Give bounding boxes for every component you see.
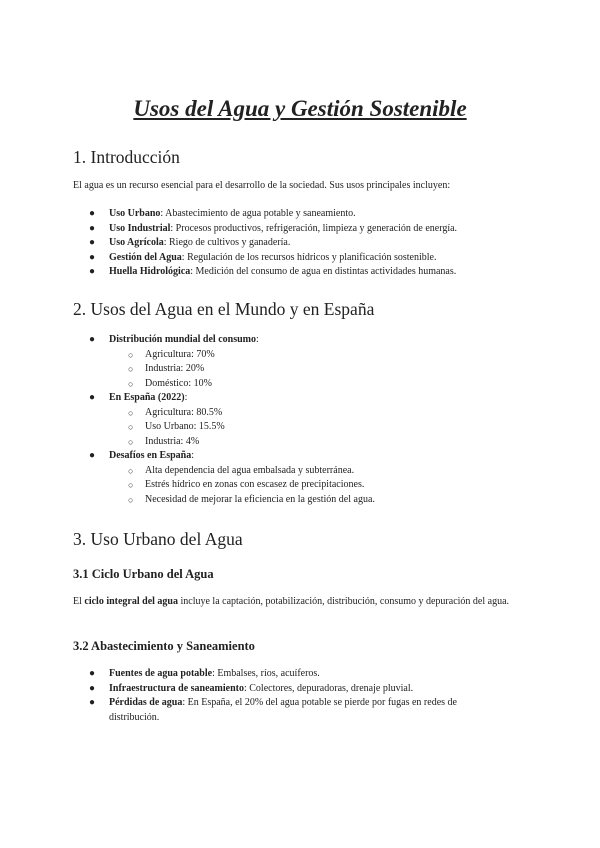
circle-bullet-icon: ○: [128, 407, 134, 418]
bullet-icon: ●: [89, 392, 96, 403]
usos-list: [73, 333, 533, 507]
bullet-icon: ●: [89, 682, 96, 694]
sub-list-item: ○ Uso Urbano: 15.5%: [73, 420, 533, 435]
section-heading-introduccion: 1. Introducción: [73, 147, 180, 167]
sub-list-item: ○ Alta dependencia del agua embalsada y subterránea.: [73, 464, 533, 479]
subsection-heading-ciclo-urbano: 3.1 Ciclo Urbano del Agua: [73, 567, 214, 581]
list-item: ● Infraestructura de saneamiento: Colectores, depuradoras, drenaje pluvial.: [73, 682, 533, 697]
list-item: ● Uso Industrial: Procesos productivos, refrigeración, limpieza y generación de energía.: [73, 222, 533, 237]
bullet-icon: ●: [89, 237, 96, 248]
sub-list-item: ○ Industria: 4%: [73, 435, 533, 450]
bullet-icon: ●: [89, 222, 96, 234]
sub-list-item: ○ Agricultura: 70%: [73, 348, 533, 363]
abastecimiento-list: [73, 667, 533, 725]
bullet-icon: ●: [89, 668, 96, 679]
sub-list-item: ○ Doméstico: 10%: [73, 377, 533, 392]
circle-bullet-icon: ○: [128, 436, 134, 447]
list-item: ● Distribución mundial del consumo:: [73, 333, 533, 348]
circle-bullet-icon: ○: [128, 480, 134, 490]
sub-list-item: ○ Agricultura: 80.5%: [73, 406, 533, 421]
bullet-icon: ●: [89, 208, 96, 219]
bullet-icon: ●: [89, 450, 96, 461]
list-item: ● En España (2022):: [73, 391, 533, 406]
subsection-heading-abastecimiento: 3.2 Abastecimiento y Saneamiento: [73, 639, 255, 653]
bullet-icon: ●: [89, 266, 96, 277]
list-item: ● Uso Urbano: Abastecimiento de agua potable y saneamiento.: [73, 207, 533, 222]
list-item: ● Pérdidas de agua: En España, el 20% del agua potable se pierde por fugas en redes de distribución.: [89, 697, 457, 723]
section-heading-uso-urbano: 3. Uso Urbano del Agua: [73, 529, 243, 549]
list-item: ● Gestión del Agua: Regulación de los recursos hídricos y planificación sostenible.: [73, 251, 533, 266]
section-heading-usos-mundo-espana: 2. Usos del Agua en el Mundo y en España: [73, 299, 375, 319]
list-item: ● Fuentes de agua potable: Embalses, ríos, acuíferos.: [73, 667, 533, 682]
circle-bullet-icon: ○: [128, 465, 134, 476]
circle-bullet-icon: ○: [128, 364, 134, 374]
sub-list-item: ○ Estrés hídrico en zonas con escasez de precipitaciones.: [73, 478, 533, 493]
sub-list-item: ○ Necesidad de mejorar la eficiencia en la gestión del agua.: [73, 493, 533, 508]
list-item: ● Desafíos en España:: [73, 449, 533, 464]
circle-bullet-icon: ○: [128, 378, 134, 389]
intro-list: [73, 207, 533, 280]
circle-bullet-icon: ○: [128, 349, 134, 360]
circle-bullet-icon: ○: [128, 494, 134, 505]
sub-list-item: ○ Industria: 20%: [73, 362, 533, 377]
bullet-icon: ●: [89, 697, 96, 708]
circle-bullet-icon: ○: [128, 422, 134, 432]
bullet-icon: ●: [89, 334, 96, 345]
bullet-icon: ●: [89, 251, 96, 263]
list-item: ● Huella Hidrológica: Medición del consumo de agua en distintas actividades humanas.: [73, 265, 533, 280]
list-item: ● Uso Agrícola: Riego de cultivos y ganadería.: [73, 236, 533, 251]
document-title: Usos del Agua y Gestión Sostenible: [133, 96, 467, 121]
intro-paragraph: El agua es un recurso esencial para el desarrollo de la sociedad. Sus usos principales incluyen:: [73, 180, 451, 191]
ciclo-paragraph: El ciclo integral del agua incluye la captación, potabilización, distribución, consumo y depuración del agua.: [73, 596, 510, 607]
